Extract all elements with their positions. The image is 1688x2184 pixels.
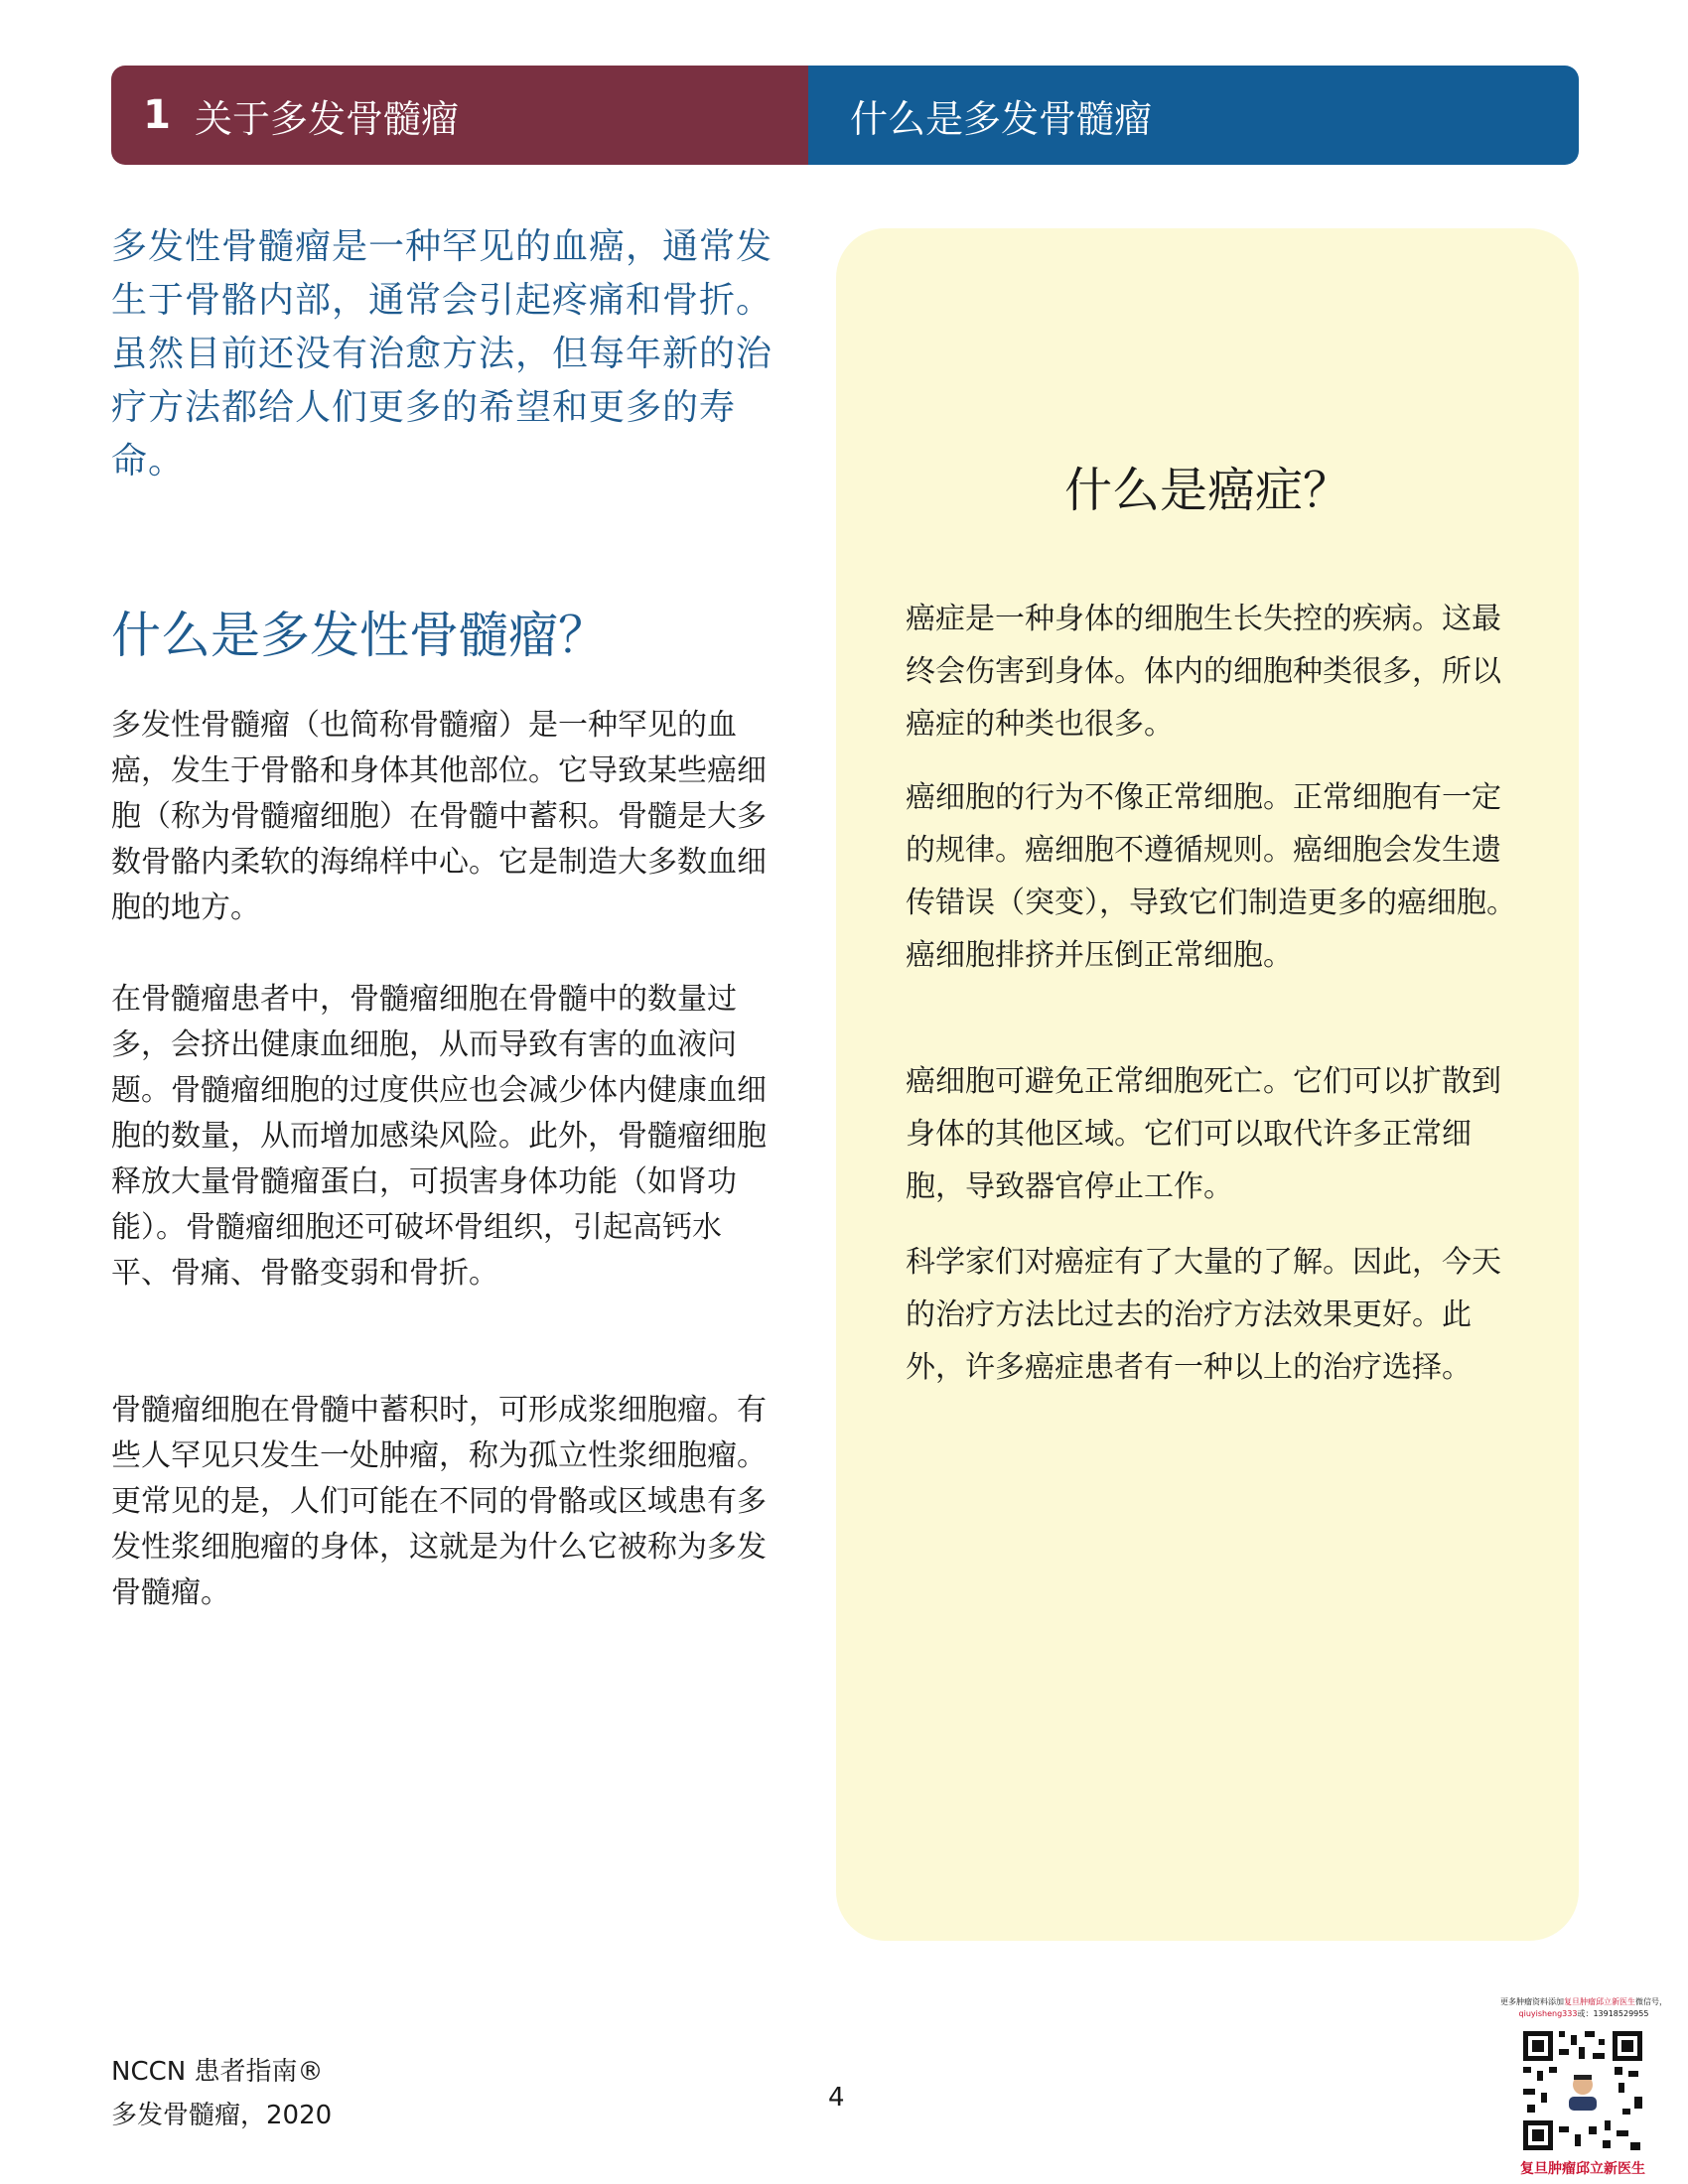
footer-guide-name: NCCN 患者指南® — [111, 2057, 324, 2087]
qr-code-icon[interactable] — [1519, 2027, 1646, 2154]
section-title: 什么是多发骨髓瘤 — [808, 66, 1579, 165]
promo-contact-red: qiuyisheng333 — [1518, 2009, 1578, 2018]
body-paragraph-2: 在骨髓瘤患者中，骨髓瘤细胞在骨髓中的数量过多，会挤出健康血细胞，从而导致有害的血液问题。骨髓瘤细胞的过度供应也会减少体内健康血细胞的数量，从而增加感染风险。此外，骨髓瘤细胞释放大量骨髓瘤蛋白，可损害身体功能（如肾功能）。骨髓瘤细胞还可破坏骨组织，引起高钙水平、骨痛、骨骼变弱和骨折。 — [111, 982, 767, 1291]
body-paragraph-1: 多发性骨髓瘤（也简称骨髓瘤）是一种罕见的血癌，发生于骨骼和身体其他部位。它导致某些癌细胞（称为骨髓瘤细胞）在骨髓中蓄积。骨髓是大多数骨骼内柔软的海绵样中心。它是制造大多数血细胞的地方。 — [111, 708, 767, 925]
page-number: 4 — [828, 2083, 845, 2113]
chapter-header — [111, 66, 1579, 165]
promo-text-a: 更多肿瘤资料添加 — [1500, 1997, 1564, 2006]
sidebar-box — [836, 228, 1579, 1941]
intro-block — [111, 220, 776, 488]
promo-text-b: 微信号， — [1635, 1997, 1667, 2006]
promo-text-red: 复旦肿瘤邱立新医生 — [1564, 1997, 1635, 2006]
chapter-tab — [111, 66, 808, 165]
sidebar-title: 什么是癌症？ — [1063, 463, 1350, 518]
sidebar-paragraph-4: 科学家们对癌症有了大量的了解。因此，今天的治疗方法比过去的治疗方法效果更好。此外，许多癌症患者有一种以上的治疗选择。 — [906, 1245, 1501, 1385]
footer-guide-subtitle: 多发骨髓瘤，2020 — [111, 2101, 333, 2130]
section-heading: 什么是多发性骨髓瘤？ — [111, 607, 608, 664]
chapter-title: 关于多发骨髓瘤 — [195, 96, 460, 141]
promo-text — [1479, 1996, 1688, 2020]
chapter-number: 1 — [143, 92, 171, 138]
promo-contact-b: 或：13918529955 — [1577, 2009, 1649, 2018]
sidebar-paragraph-1: 癌症是一种身体的细胞生长失控的疾病。这最终会伤害到身体。体内的细胞种类很多，所以癌症的种类也很多。 — [906, 602, 1501, 742]
promo-brand: 复旦肿瘤邱立新医生 — [1520, 2161, 1645, 2177]
sidebar-paragraph-2: 癌细胞的行为不像正常细胞。正常细胞有一定的规律。癌细胞不遵循规则。癌细胞会发生遗传错误（突变），导致它们制造更多的癌细胞。癌细胞排挤并压倒正常细胞。 — [906, 780, 1516, 973]
intro-text: 多发性骨髓瘤是一种罕见的血癌，通常发生于骨骼内部，通常会引起疼痛和骨折。虽然目前还没有治愈方法，但每年新的治疗方法都给人们更多的希望和更多的寿命。 — [111, 226, 774, 481]
body-paragraph-3: 骨髓瘤细胞在骨髓中蓄积时，可形成浆细胞瘤。有些人罕见只发生一处肿瘤，称为孤立性浆细胞瘤。更常见的是，人们可能在不同的骨骼或区域患有多发性浆细胞瘤的身体，这就是为什么它被称为多发骨髓瘤。 — [111, 1393, 767, 1610]
sidebar-paragraph-3: 癌细胞可避免正常细胞死亡。它们可以扩散到身体的其他区域。它们可以取代许多正常细胞，导致器官停止工作。 — [906, 1064, 1501, 1204]
